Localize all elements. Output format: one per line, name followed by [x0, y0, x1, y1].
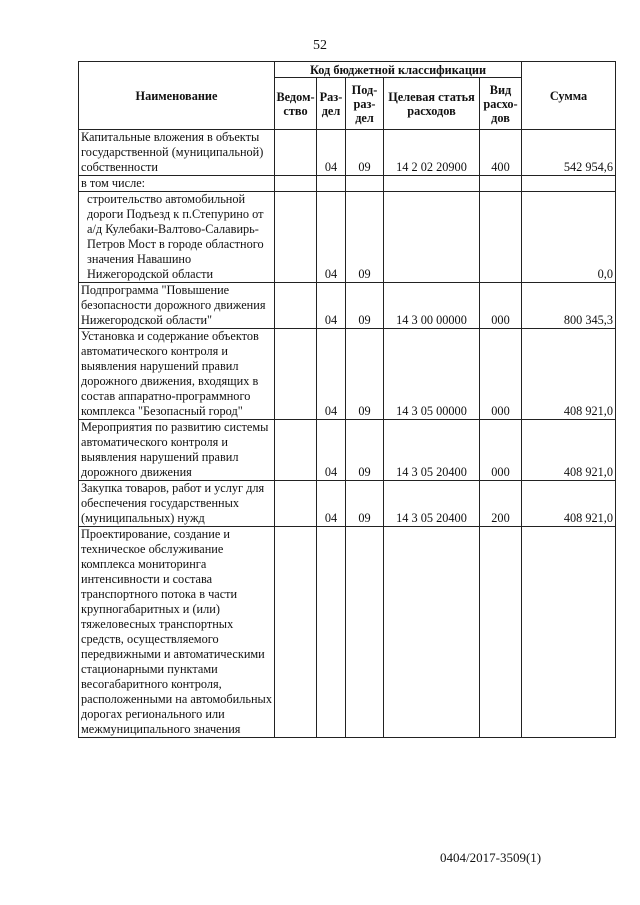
row-razdel: 04	[317, 420, 346, 481]
row-vedomstvo	[275, 176, 317, 192]
row-podrazdel: 09	[346, 420, 384, 481]
row-vedomstvo	[275, 192, 317, 283]
row-vid: 000	[480, 420, 522, 481]
row-podrazdel: 09	[346, 481, 384, 527]
table-row	[79, 420, 616, 481]
row-celevaya	[384, 192, 480, 283]
row-vid	[480, 527, 522, 738]
row-razdel: 04	[317, 329, 346, 420]
header-celevaya: Целевая статья расходов	[384, 78, 480, 130]
row-podrazdel	[346, 527, 384, 738]
row-summa: 800 345,3	[522, 283, 616, 329]
row-celevaya: 14 2 02 20900	[384, 130, 480, 176]
row-podrazdel: 09	[346, 329, 384, 420]
row-podrazdel: 09	[346, 283, 384, 329]
table-row	[79, 130, 616, 176]
row-vedomstvo	[275, 527, 317, 738]
row-podrazdel: 09	[346, 192, 384, 283]
row-celevaya: 14 3 00 00000	[384, 283, 480, 329]
table-row	[79, 527, 616, 738]
row-podrazdel	[346, 176, 384, 192]
header-summa: Сумма	[522, 62, 616, 130]
row-vid	[480, 176, 522, 192]
row-vedomstvo	[275, 481, 317, 527]
row-vedomstvo	[275, 283, 317, 329]
table-row	[79, 283, 616, 329]
header-name: Наименование	[79, 62, 275, 130]
row-razdel: 04	[317, 283, 346, 329]
row-podrazdel: 09	[346, 130, 384, 176]
row-razdel: 04	[317, 192, 346, 283]
table-row	[79, 329, 616, 420]
budget-classification-table	[78, 61, 616, 738]
row-celevaya: 14 3 05 00000	[384, 329, 480, 420]
row-celevaya	[384, 527, 480, 738]
row-vedomstvo	[275, 329, 317, 420]
row-name: Установка и содержание объектов автоматического контроля и выявления нарушений правил дорожного движения, входящих в состав аппаратно-программного комплекса "Безопасный город"	[79, 329, 275, 420]
table-row	[79, 481, 616, 527]
row-name: в том числе:	[79, 176, 275, 192]
row-name: Мероприятия по развитию системы автоматического контроля и выявления нарушений правил дорожного движения	[79, 420, 275, 481]
row-name: Проектирование, создание и техническое обслуживание комплекса мониторинга интенсивности и состава транспортного потока в части крупногабаритных и (или) тяжеловесных транспортных средств, осуществляемого передвижными и автоматическими стационарными пунктами весогабаритного контроля, расположенными на автомобильных дорогах регионального или межмуниципального значения	[79, 527, 275, 738]
row-summa	[522, 527, 616, 738]
row-summa: 408 921,0	[522, 329, 616, 420]
row-celevaya: 14 3 05 20400	[384, 481, 480, 527]
row-vedomstvo	[275, 420, 317, 481]
table-row	[79, 192, 616, 283]
header-vid: Вид расхо-дов	[480, 78, 522, 130]
row-name: Подпрограмма "Повышение безопасности дорожного движения Нижегородской области"	[79, 283, 275, 329]
row-summa: 0,0	[522, 192, 616, 283]
table-row	[79, 176, 616, 192]
row-summa	[522, 176, 616, 192]
header-podrazdel: Под-раз-дел	[346, 78, 384, 130]
header-razdel: Раз-дел	[317, 78, 346, 130]
row-vid: 000	[480, 329, 522, 420]
row-summa: 408 921,0	[522, 420, 616, 481]
page-number: 52	[313, 38, 327, 53]
row-razdel: 04	[317, 481, 346, 527]
row-vedomstvo	[275, 130, 317, 176]
row-vid: 200	[480, 481, 522, 527]
row-razdel	[317, 527, 346, 738]
row-summa: 408 921,0	[522, 481, 616, 527]
row-celevaya: 14 3 05 20400	[384, 420, 480, 481]
row-name: строительство автомобильной дороги Подъезд к п.Степурино от а/д Кулебаки-Валтово-Салавирь-Петров Мост в городе областного значения Навашино Нижегородской области	[79, 192, 275, 283]
header-vedomstvo: Ведом-ство	[275, 78, 317, 130]
row-vid: 400	[480, 130, 522, 176]
row-name: Капитальные вложения в объекты государственной (муниципальной) собственности	[79, 130, 275, 176]
row-razdel: 04	[317, 130, 346, 176]
row-vid: 000	[480, 283, 522, 329]
row-vid	[480, 192, 522, 283]
row-name: Закупка товаров, работ и услуг для обеспечения государственных (муниципальных) нужд	[79, 481, 275, 527]
row-celevaya	[384, 176, 480, 192]
header-classification-group: Код бюджетной классификации	[275, 62, 522, 78]
document-code: 0404/2017-3509(1)	[440, 850, 542, 865]
row-razdel	[317, 176, 346, 192]
row-summa: 542 954,6	[522, 130, 616, 176]
